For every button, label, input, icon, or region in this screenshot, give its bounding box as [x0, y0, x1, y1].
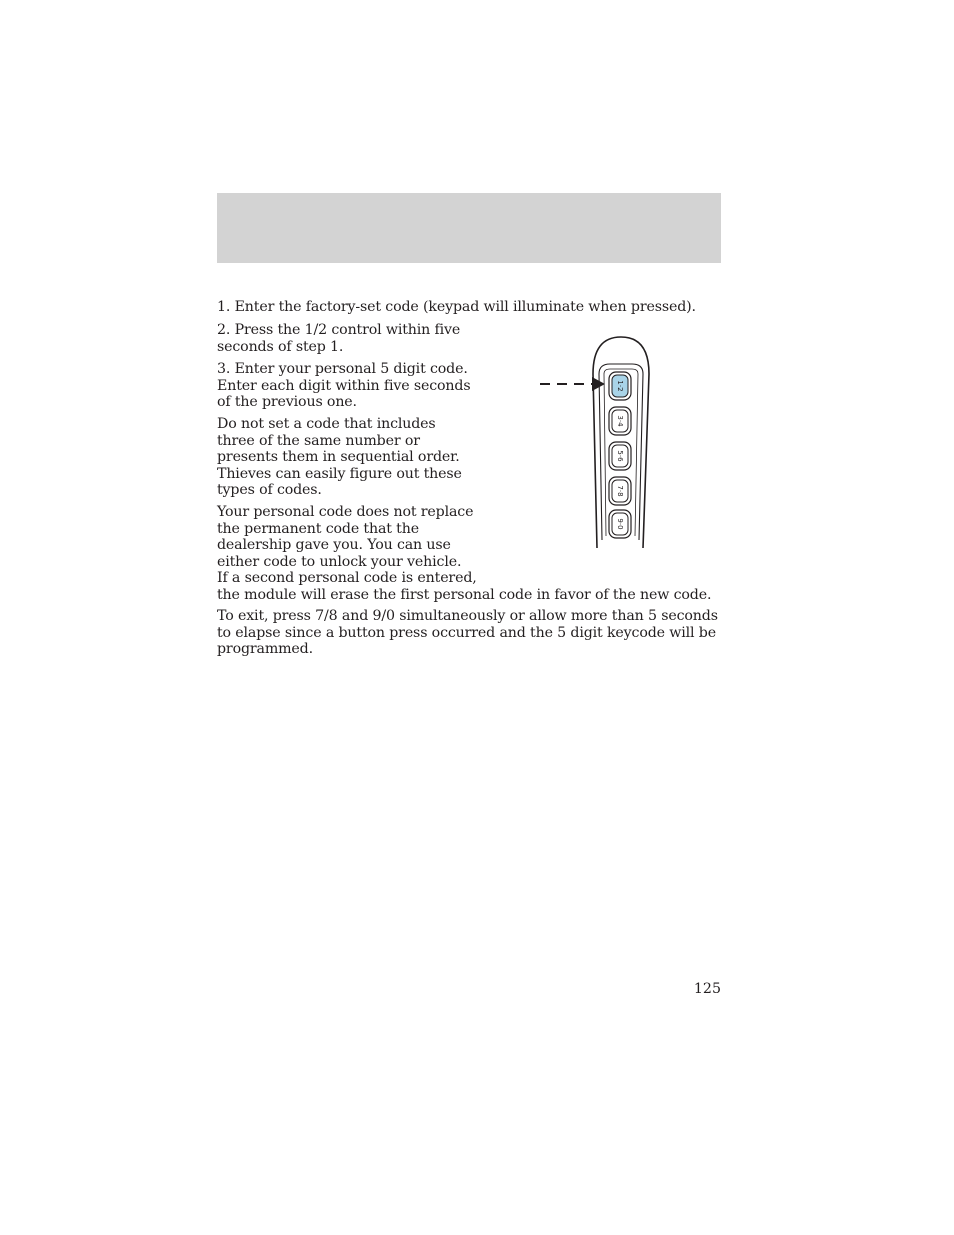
step-1	[217, 299, 717, 316]
keypad-button-label: 5·6	[616, 450, 624, 462]
paragraph-line: the module will erase the first personal code in favor of the new code.	[217, 586, 712, 603]
keypad-button-1-2	[609, 372, 631, 400]
keypad-button-label: 7·8	[616, 485, 624, 497]
keypad-illustration	[535, 334, 655, 554]
section-header-band	[217, 193, 721, 263]
step-3-line: of the previous one.	[217, 394, 357, 410]
paragraph-line: dealership gave you. You can use	[217, 537, 451, 553]
keypad-button-label: 9·0	[616, 518, 624, 530]
paragraph-line: three of the same number or	[217, 432, 420, 449]
keypad-button-9-0	[609, 510, 631, 538]
step-3-line: 3. Enter your personal 5 digit code.	[217, 361, 468, 377]
paragraph-line: the permanent code that the	[217, 520, 419, 537]
paragraph-line: presents them in sequential order.	[217, 449, 460, 465]
step-2-line: 2. Press the 1/2 control within five	[217, 322, 461, 338]
paragraph-line: If a second personal code is entered,	[217, 570, 477, 586]
step-2-line: seconds of step 1.	[217, 338, 344, 355]
paragraph-line: Do not set a code that includes	[217, 416, 436, 432]
keypad-button-label: 1·2	[616, 380, 624, 392]
paragraph-line: Thieves can easily figure out these	[217, 465, 462, 482]
keypad-button-5-6	[609, 442, 631, 470]
keypad-button-3-4	[609, 407, 631, 435]
paragraph-line: Your personal code does not replace	[217, 504, 474, 520]
paragraph-line: To exit, press 7/8 and 9/0 simultaneously or allow more than 5 seconds	[217, 608, 718, 624]
exit-instructions-paragraph	[217, 608, 717, 658]
keypad-button-7-8	[609, 477, 631, 505]
step-1-line: 1. Enter the factory-set code (keypad will illuminate when pressed).	[217, 299, 696, 315]
page-number: 125	[693, 981, 721, 997]
paragraph-line: types of codes.	[217, 482, 322, 498]
paragraph-line: either code to unlock your vehicle.	[217, 553, 462, 570]
paragraph-line: to elapse since a button press occurred and the 5 digit keycode will be	[217, 624, 716, 641]
dashed-arrow-icon	[540, 377, 605, 391]
step-3-line: Enter each digit within five seconds	[217, 377, 471, 394]
paragraph-line: programmed.	[217, 641, 313, 657]
keypad-button-label: 3·4	[616, 415, 624, 427]
